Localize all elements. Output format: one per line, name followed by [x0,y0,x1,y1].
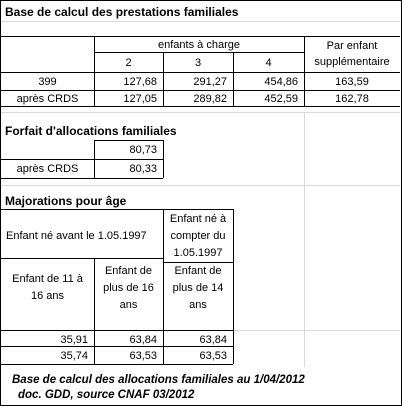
gridline [1,21,400,22]
cell: 454,86 [264,76,298,88]
col-header-extra-line1: Par enfant [326,40,378,52]
cell: 63,84 [199,334,227,346]
forfait-value: 80,73 [129,144,157,156]
cell: 291,27 [193,76,227,88]
header-ne-apres-line2: compter du [170,230,226,242]
table-border [1,258,163,259]
table-border [1,159,163,160]
subheader-plus16-line3: ans [119,299,138,311]
cell: 63,53 [129,350,157,362]
section1-title: Base de calcul des prestations familiales [5,5,239,19]
table-border [163,262,233,263]
cell: 35,91 [60,334,88,346]
subheader-plus16-line1: Enfant de [104,265,153,277]
subheader-plus16-line2: plus de 16 [103,282,154,294]
subheader-plus14-line3: ans [189,299,207,311]
row-label-apres-crds: après CRDS [16,93,79,105]
table-border [1,90,400,91]
cell: 127,05 [123,93,157,105]
caption-line2: doc. GDD, source CNAF 03/2012 [18,389,195,401]
gridline [304,112,305,367]
table-border [163,140,164,178]
cell: 63,84 [129,334,157,346]
col-header-4: 4 [265,57,272,69]
table-border [1,364,233,365]
col-header-3: 3 [194,57,202,69]
table-border [1,106,400,107]
caption-line1: Base de calcul des allocations familiales au 1/04/2012 [12,374,305,386]
cell: 163,59 [335,76,369,88]
cell: 452,59 [264,93,298,105]
table-border [94,52,304,53]
header-ne-avant: Enfant né avant le 1.05.1997 [6,230,147,242]
row-label-399: 399 [38,76,57,88]
col-header-2: 2 [125,57,132,69]
forfait-value-crds: 80,33 [129,163,157,175]
subheader-11-16-line1: Enfant de 11 à [12,273,83,285]
table-border [1,330,233,331]
cell: 63,53 [199,350,227,362]
header-ne-apres-line3: 1.05.1997 [173,247,223,259]
gridline [1,112,400,113]
cell: 289,82 [193,93,227,105]
table-border [1,209,233,210]
table-border [233,209,234,364]
subheader-plus14-line2: plus de 14 [172,282,224,294]
gridline [1,185,400,186]
table-border [1,72,400,73]
cell: 35,74 [60,350,88,362]
subheader-11-16-line2: 16 ans [30,290,65,302]
cell: 162,78 [335,93,369,105]
header-enfants-a-charge: enfants à charge [158,39,240,51]
table-border [1,36,400,37]
table-border [94,140,163,141]
row-label-apres-crds: après CRDS [16,163,79,175]
subheader-plus14-line1: Enfant de [174,265,222,277]
table-border [1,178,163,179]
cell: 127,68 [123,76,157,88]
section3-title: Majorations pour âge [5,194,127,208]
header-ne-apres-line1: Enfant né à [169,213,227,225]
section2-title: Forfait d'allocations familiales [5,124,177,138]
col-header-extra-line2: supplémentaire [314,56,390,68]
